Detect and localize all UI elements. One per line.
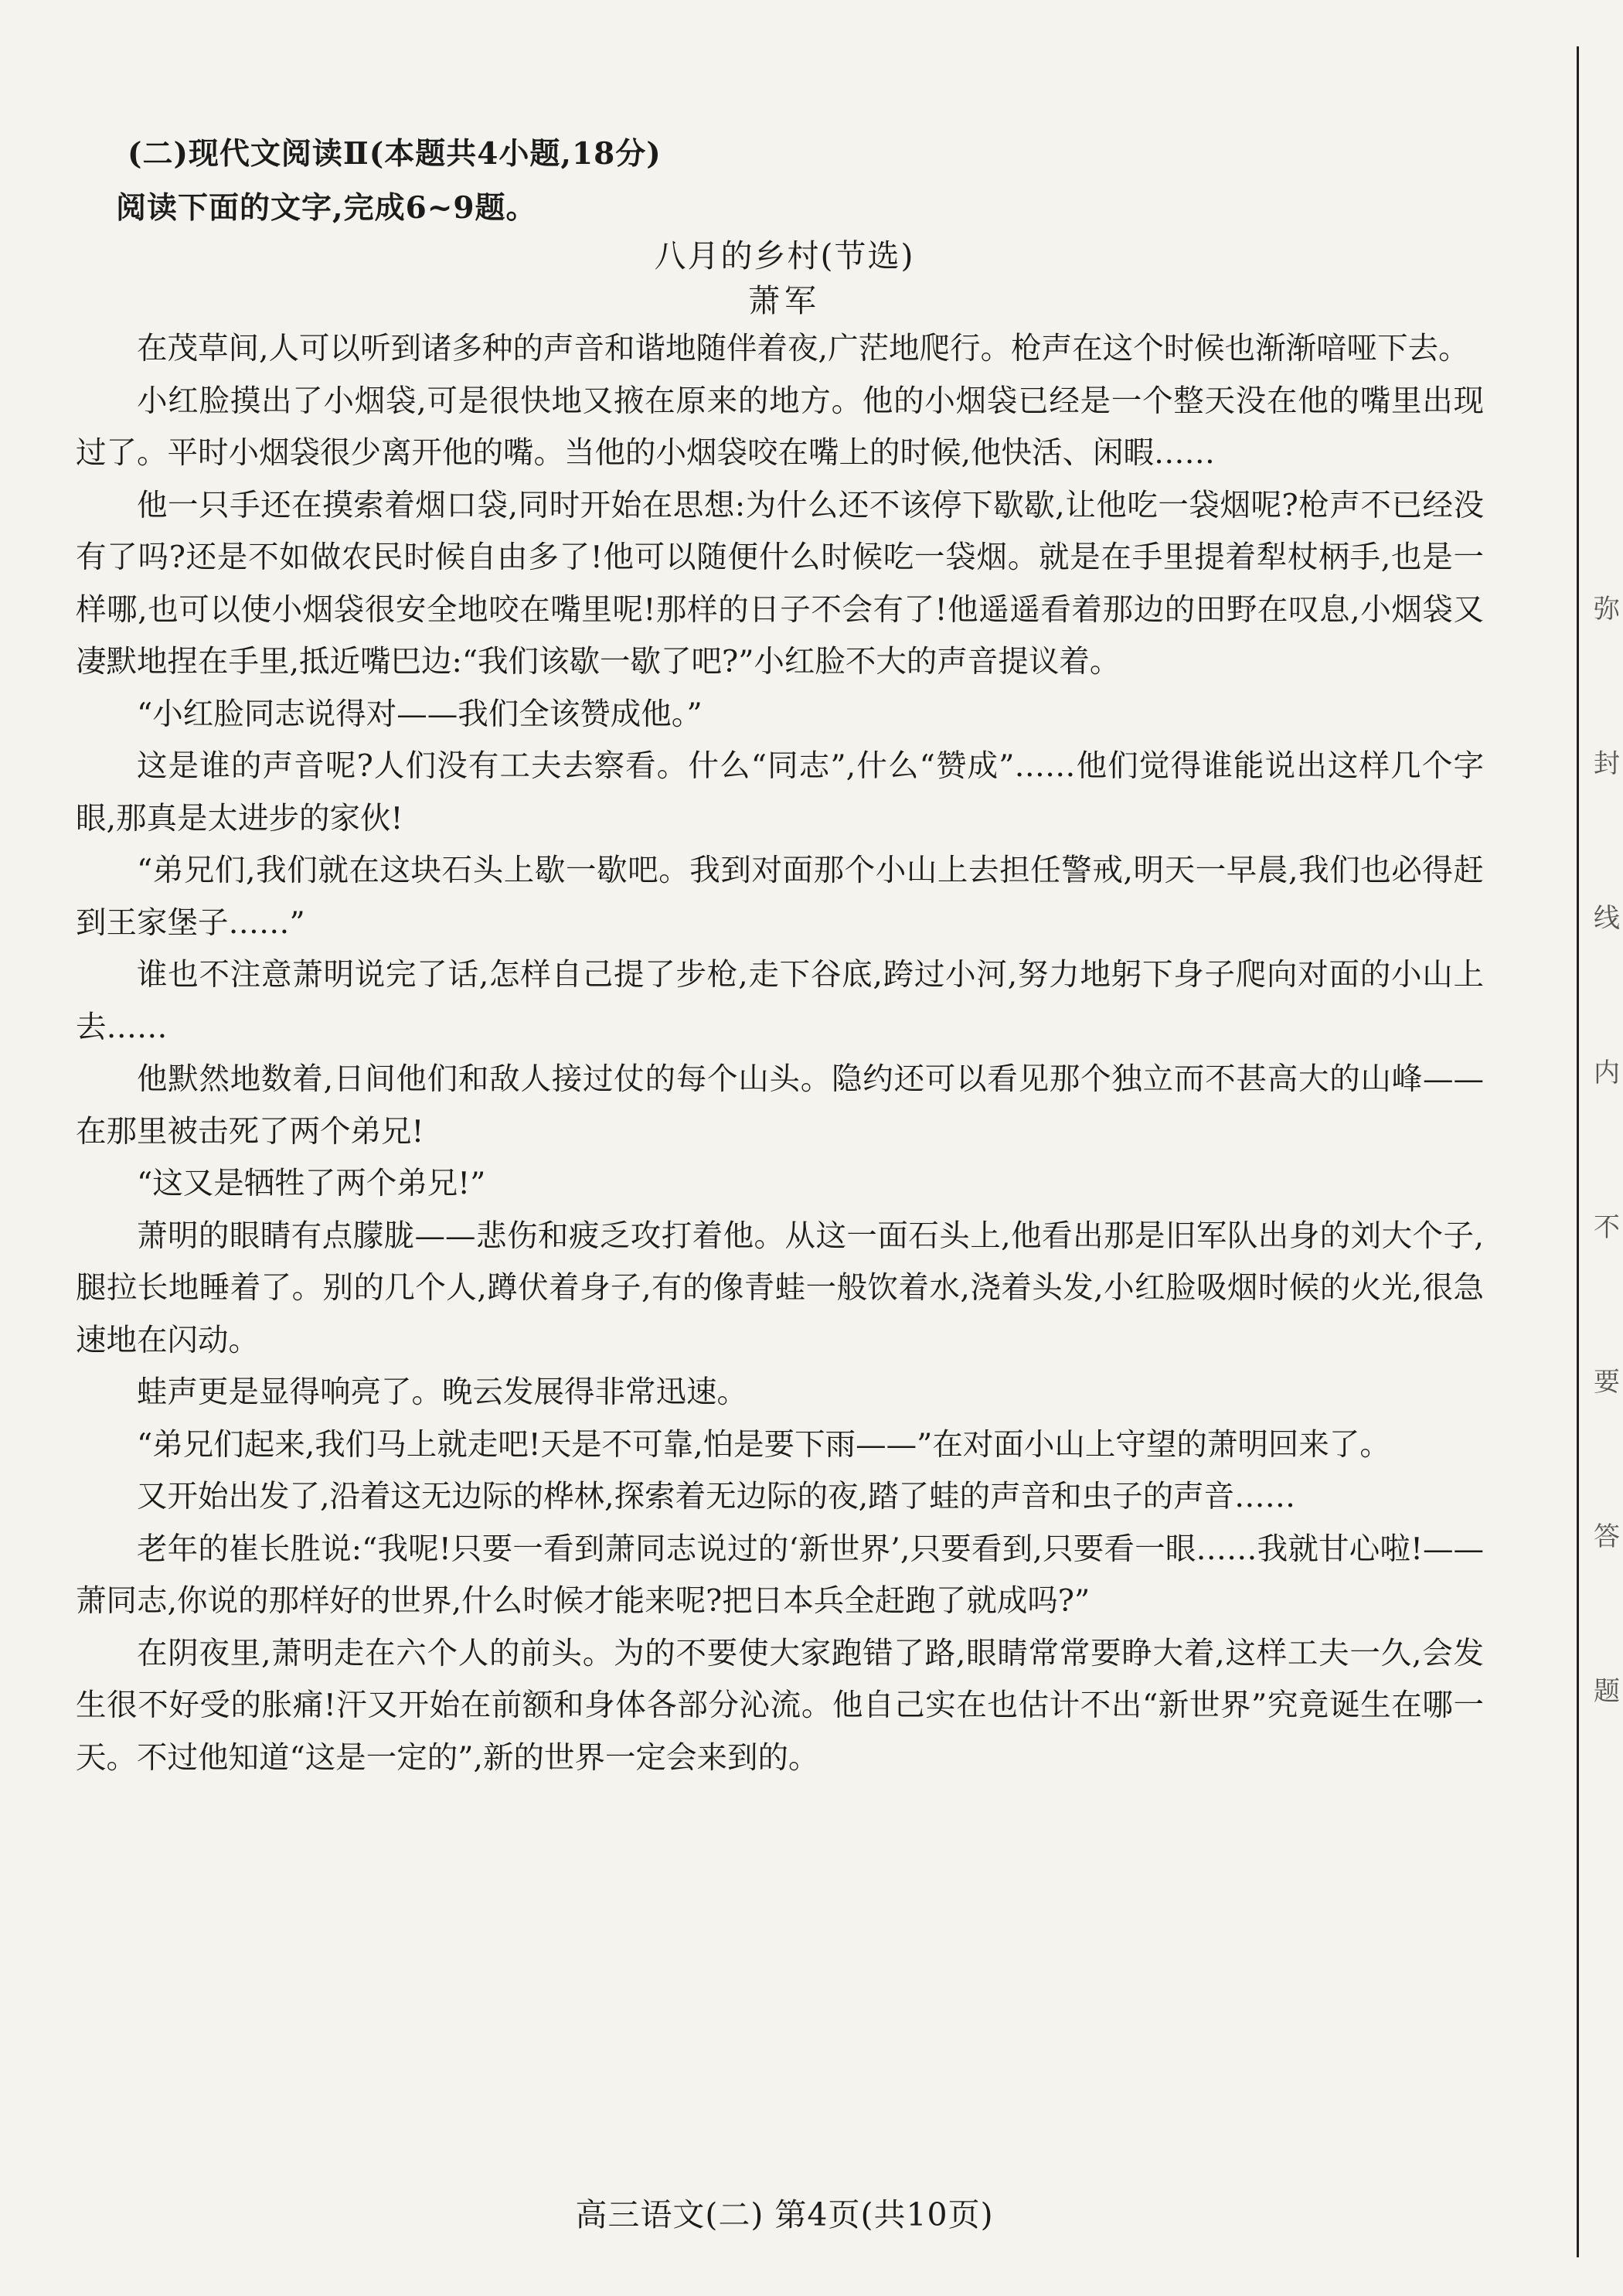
margin-label: 弥: [1594, 594, 1620, 625]
paragraph: 小红脸摸出了小烟袋,可是很快地又掖在原来的地方。他的小烟袋已经是一个整天没在他的嘴里出现过了。平时小烟袋很少离开他的嘴。当他的小烟袋咬在嘴上的时候,他快活、闲暇……: [76, 383, 1484, 471]
paragraph: 这是谁的声音呢?人们没有工夫去察看。什么“同志”,什么“赞成”……他们觉得谁能说出这样几个字眼,那真是太进步的家伙!: [76, 748, 1484, 836]
margin-label: 要: [1594, 1367, 1620, 1398]
paragraph: 谁也不注意萧明说完了话,怎样自己提了步枪,走下谷底,跨过小河,努力地躬下身子爬向对面的小山上去……: [76, 957, 1484, 1045]
page-footer: 高三语文(二) 第4页(共10页): [575, 2196, 994, 2233]
margin-label: 内: [1594, 1058, 1620, 1088]
binding-margin-line: [1577, 46, 1579, 2257]
paragraph: “弟兄们起来,我们马上就走吧!天是不可靠,怕是要下雨——”在对面小山上守望的萧明回来了。: [137, 1426, 1390, 1463]
paragraph: 他默然地数着,日间他们和敌人接过仗的每个山头。隐约还可以看见那个独立而不甚高大的山峰——在那里被击死了两个弟兄!: [76, 1061, 1484, 1150]
margin-label: 线: [1594, 903, 1620, 934]
reading-instruction: 阅读下面的文字,完成6~9题。: [116, 190, 537, 226]
article-author: 萧军: [748, 282, 821, 319]
article-title: 八月的乡村(节选): [654, 237, 915, 274]
paragraph: 在阴夜里,萧明走在六个人的前头。为的不要使大家跑错了路,眼睛常常要睁大着,这样工夫一久,会发生很不好受的胀痛!汗又开始在前额和身体各部分沁流。他自己实在也估计不出“新世界”究竟诞生在哪一天。不过他知道“这是一定的”,新的世界一定会来到的。: [76, 1635, 1484, 1776]
paragraph: 蛙声更是显得响亮了。晚云发展得非常迅速。: [137, 1375, 747, 1410]
margin-label: 封: [1594, 748, 1620, 779]
paragraph: 又开始出发了,沿着这无边际的桦林,探索着无边际的夜,踏了蛙的声音和虫子的声音……: [137, 1479, 1296, 1514]
article-body: [76, 323, 1484, 1784]
paragraph: “小红脸同志说得对——我们全该赞成他。”: [137, 696, 703, 732]
paragraph: “弟兄们,我们就在这块石头上歇一歇吧。我到对面那个小山上去担任警戒,明天一早晨,我们也必得赶到王家堡子……”: [76, 853, 1484, 941]
paragraph: “这又是牺牲了两个弟兄!”: [137, 1166, 486, 1201]
section-heading: (二)现代文阅读Ⅱ(本题共4小题,18分): [128, 136, 662, 172]
paragraph: 萧明的眼睛有点朦胧——悲伤和疲乏攻打着他。从这一面石头上,他看出那是旧军队出身的刘大个子,腿拉长地睡着了。别的几个人,蹲伏着身子,有的像青蛙一般饮着水,浇着头发,小红脸吸烟时候的火光,很急速地在闪动。: [76, 1218, 1484, 1358]
paragraph: 在茂草间,人可以听到诸多种的声音和谐地随伴着夜,广茫地爬行。枪声在这个时候也渐渐喑哑下去。: [137, 331, 1469, 366]
paragraph: 他一只手还在摸索着烟口袋,同时开始在思想:为什么还不该停下歇歇,让他吃一袋烟呢?枪声不已经没有了吗?还是不如做农民时候自由多了!他可以随便什么时候吃一袋烟。就是在手里提着犁杖柄手,也是一样哪,也可以使小烟袋很安全地咬在嘴里呢!那样的日子不会有了!他遥遥看着那边的田野在叹息,小烟袋又凄默地捏在手里,抵近嘴巴边:“我们该歇一歇了吧?”小红脸不大的声音提议着。: [76, 487, 1484, 680]
margin-label: 答: [1594, 1521, 1620, 1552]
margin-label: 不: [1594, 1212, 1620, 1243]
margin-label: 题: [1594, 1676, 1620, 1707]
paragraph: 老年的崔长胜说:“我呢!只要一看到萧同志说过的‘新世界’,只要看到,只要看一眼……我就甘心啦!——萧同志,你说的那样好的世界,什么时候才能来呢?把日本兵全赶跑了就成吗?”: [76, 1531, 1484, 1619]
